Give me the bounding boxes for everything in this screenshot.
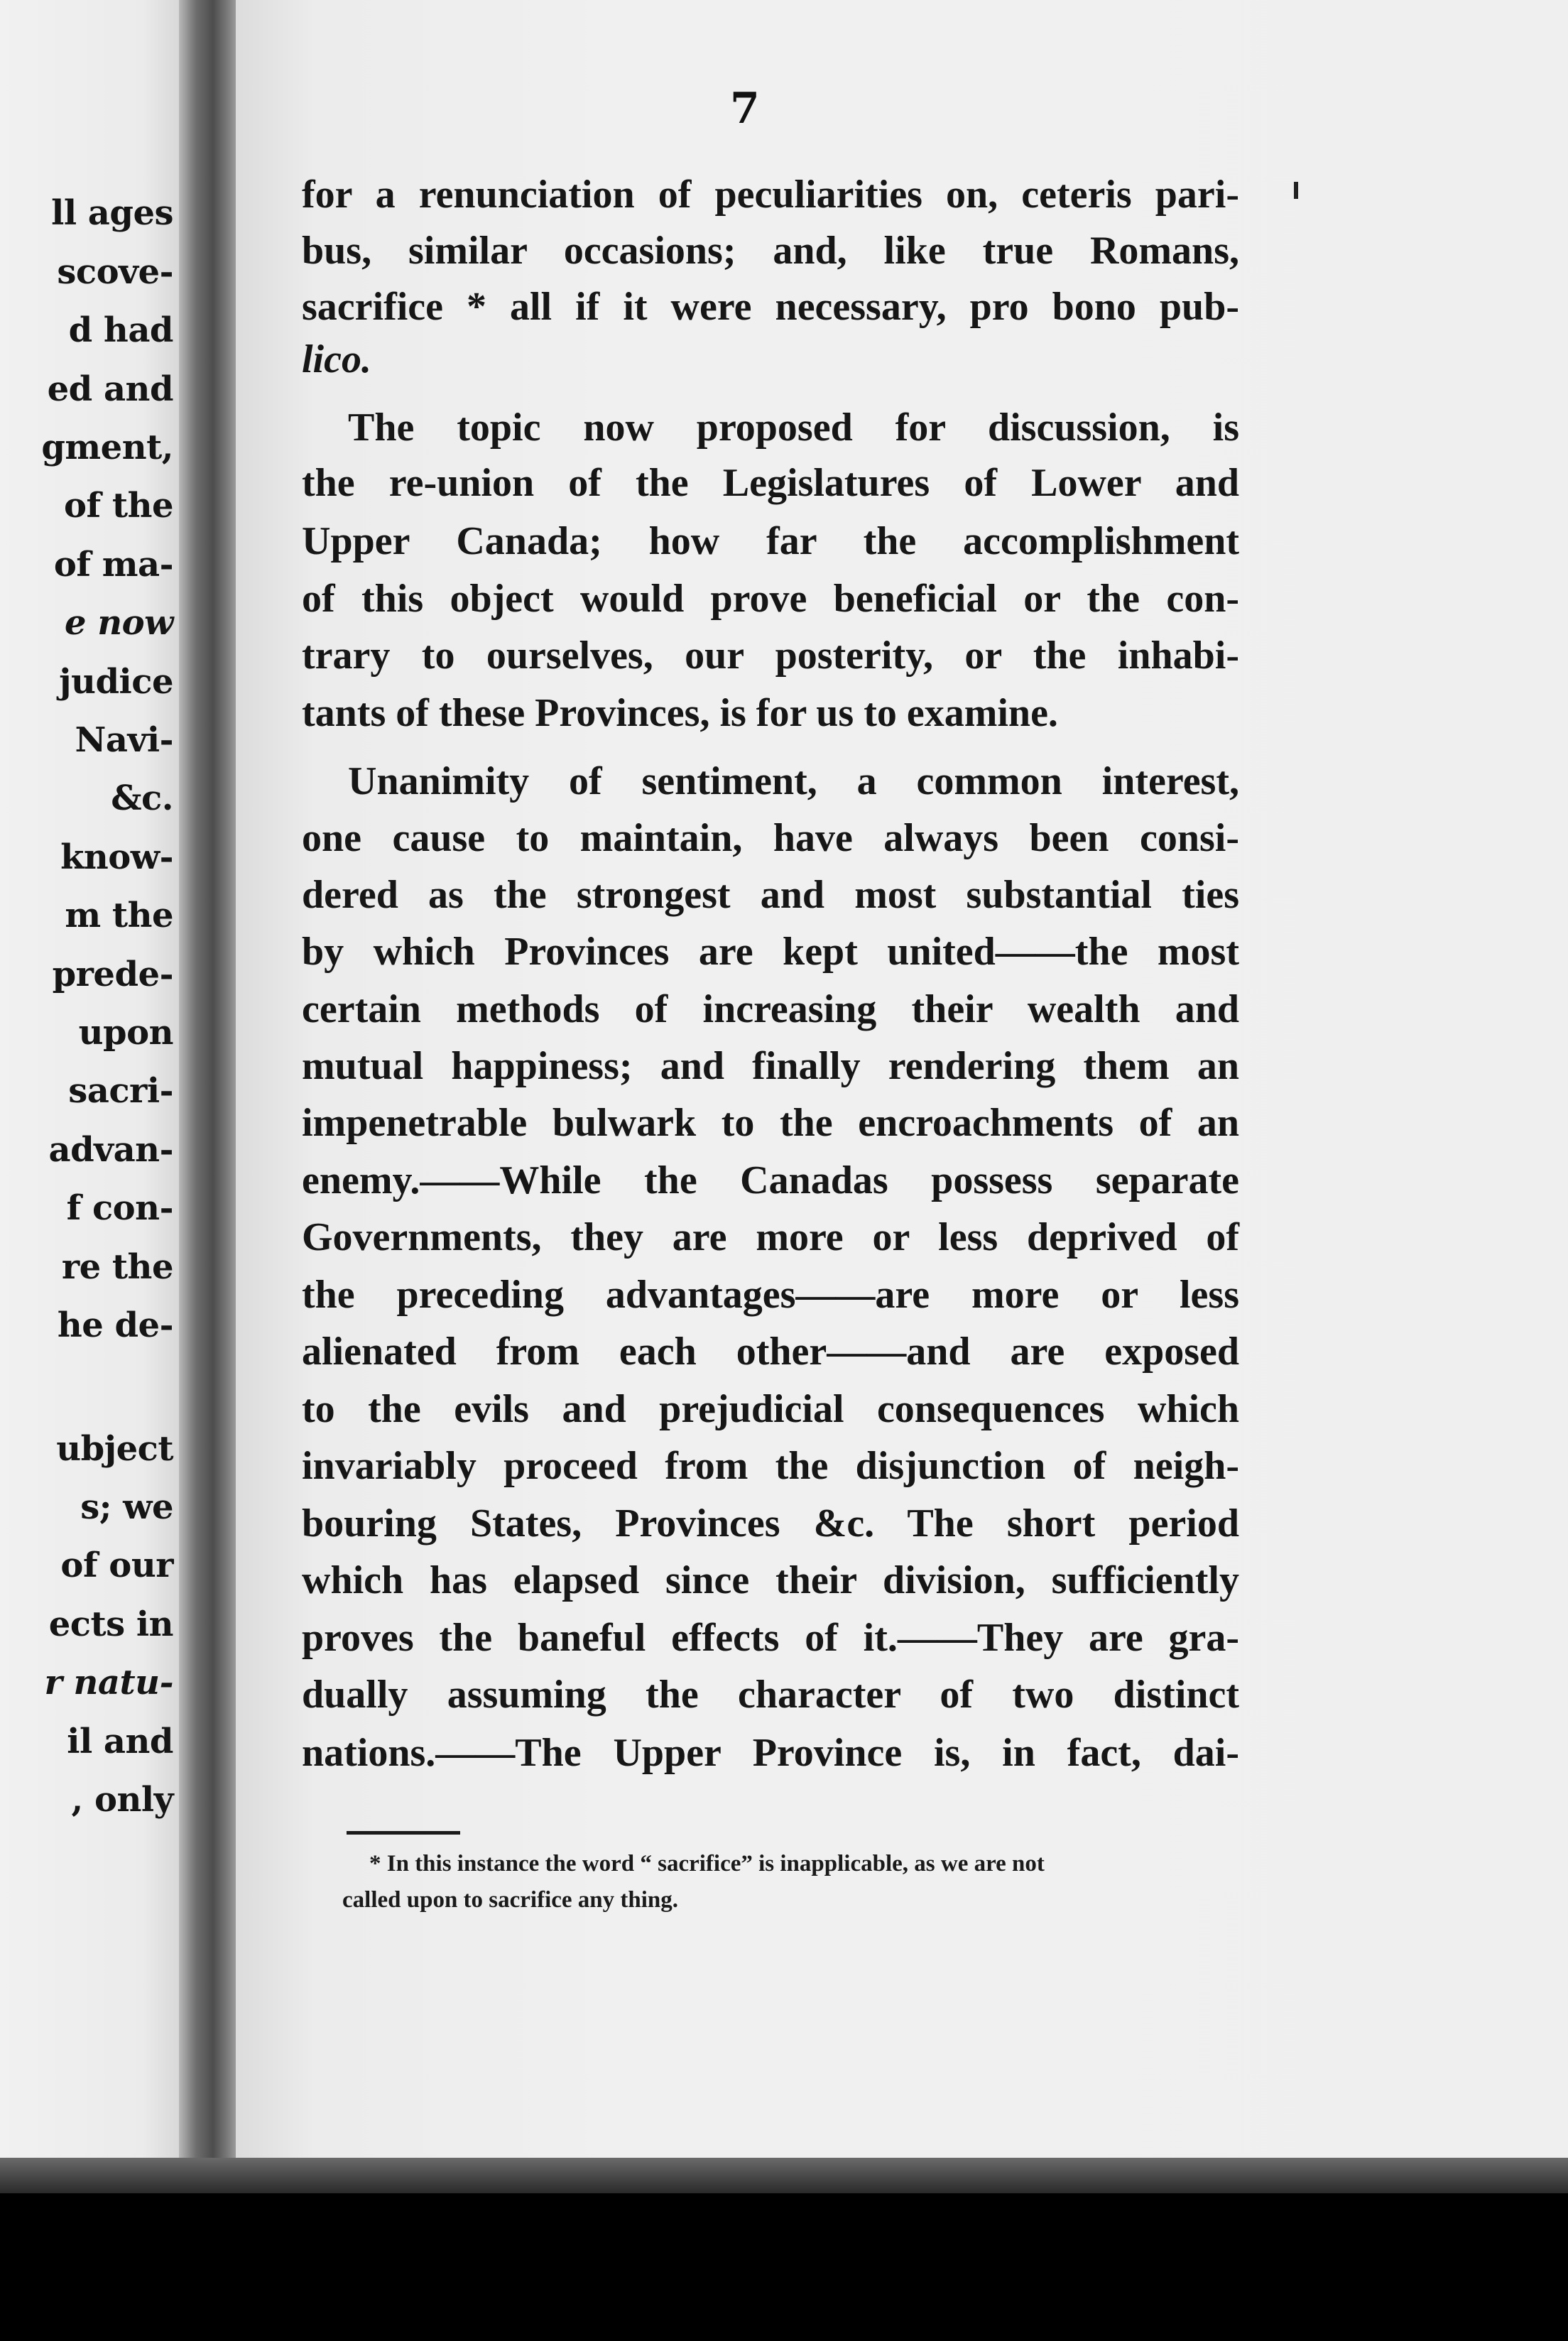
left-page-fragment: e now bbox=[65, 603, 173, 643]
left-page-fragment: scove- bbox=[57, 252, 173, 292]
left-page-fragment: prede- bbox=[52, 955, 173, 994]
body-line: impenetrable bulwark to the encroachments of an bbox=[302, 1101, 1239, 1145]
left-page-fragment: of our bbox=[60, 1546, 173, 1585]
body-line: the re-union of the Legislatures of Lower and bbox=[302, 461, 1239, 505]
margin-mark bbox=[1294, 182, 1298, 199]
left-page-fragment: upon bbox=[78, 1013, 173, 1053]
left-page-fragment: f con- bbox=[66, 1188, 173, 1228]
scan-background bbox=[0, 2193, 1568, 2341]
body-line: Upper Canada; how far the accomplishment bbox=[302, 519, 1239, 563]
left-page-fragment: d had bbox=[68, 310, 173, 350]
footnote-rule bbox=[347, 1831, 460, 1835]
body-line: trary to ourselves, our posterity, or the inhabi- bbox=[302, 634, 1239, 678]
left-page-fragment: s; we bbox=[80, 1487, 173, 1527]
body-line: the preceding advantages——are more or less bbox=[302, 1273, 1239, 1317]
left-page-fragment: re the bbox=[61, 1247, 173, 1287]
footnote-line: * In this instance the word “ sacrifice” is inapplicable, as we are not bbox=[369, 1851, 1045, 1876]
book-gutter-shadow bbox=[179, 0, 236, 2158]
left-page-fragment: know- bbox=[60, 837, 173, 877]
body-line: of this object would prove beneficial or the con- bbox=[302, 577, 1239, 621]
left-page-fragment: r natu- bbox=[44, 1663, 173, 1702]
left-page-fragment: m the bbox=[65, 896, 173, 935]
body-line: one cause to maintain, have always been consi- bbox=[302, 816, 1239, 860]
body-line: proves the baneful effects of it.——They are gra- bbox=[302, 1616, 1239, 1660]
body-line: for a renunciation of peculiarities on, ceteris pari- bbox=[302, 173, 1239, 217]
body-line: invariably proceed from the disjunction of neigh- bbox=[302, 1444, 1239, 1488]
body-line: Unanimity of sentiment, a common interest, bbox=[348, 759, 1239, 803]
left-page-fragment: advan- bbox=[48, 1130, 173, 1170]
left-page-fragment: ubject bbox=[56, 1429, 173, 1469]
page-number: 7 bbox=[730, 84, 760, 134]
left-page-fragment: he de- bbox=[57, 1305, 173, 1345]
left-page-fragment: gment, bbox=[41, 428, 173, 467]
body-line: nations.——The Upper Province is, in fact, dai- bbox=[302, 1731, 1239, 1775]
body-line: dered as the strongest and most substantial ties bbox=[302, 873, 1239, 917]
body-line: The topic now proposed for discussion, is bbox=[348, 406, 1239, 450]
page-bottom-edge bbox=[0, 2158, 1568, 2193]
body-line: enemy.——While the Canadas possess separate bbox=[302, 1158, 1239, 1202]
body-line: bus, similar occasions; and, like true Romans, bbox=[302, 229, 1239, 273]
body-line: lico. bbox=[302, 337, 371, 381]
left-page-fragment: sacri- bbox=[68, 1071, 173, 1111]
left-page-fragment: judice bbox=[59, 662, 173, 702]
body-line: mutual happiness; and finally rendering them an bbox=[302, 1044, 1239, 1088]
left-page-fragment: ll ages bbox=[51, 193, 173, 233]
left-page-fragment: of ma- bbox=[53, 545, 173, 585]
left-page-fragment: of the bbox=[64, 486, 173, 526]
left-page-fragment: il and bbox=[67, 1722, 173, 1761]
body-line: sacrifice * all if it were necessary, pro bono pub- bbox=[302, 285, 1239, 329]
left-page-fragment: Navi- bbox=[75, 720, 173, 760]
left-page-fragment: , only bbox=[71, 1780, 173, 1820]
left-page-edge bbox=[0, 0, 179, 2158]
left-page-fragment: ects in bbox=[48, 1604, 173, 1644]
body-line: tants of these Provinces, is for us to examine. bbox=[302, 691, 1058, 735]
body-line: bouring States, Provinces &c. The short period bbox=[302, 1501, 1239, 1546]
body-line: to the evils and prejudicial consequences which bbox=[302, 1387, 1239, 1431]
body-line: dually assuming the character of two distinct bbox=[302, 1673, 1239, 1717]
body-line: which has elapsed since their division, sufficiently bbox=[302, 1558, 1239, 1602]
left-page-fragment: ed and bbox=[47, 369, 173, 409]
left-page-fragment: &c. bbox=[111, 778, 173, 818]
body-line: by which Provinces are kept united——the most bbox=[302, 930, 1239, 974]
body-line: certain methods of increasing their wealth and bbox=[302, 987, 1239, 1031]
body-line: Governments, they are more or less deprived of bbox=[302, 1215, 1239, 1259]
body-line: alienated from each other——and are exposed bbox=[302, 1330, 1239, 1374]
footnote-line: called upon to sacrifice any thing. bbox=[342, 1887, 679, 1913]
